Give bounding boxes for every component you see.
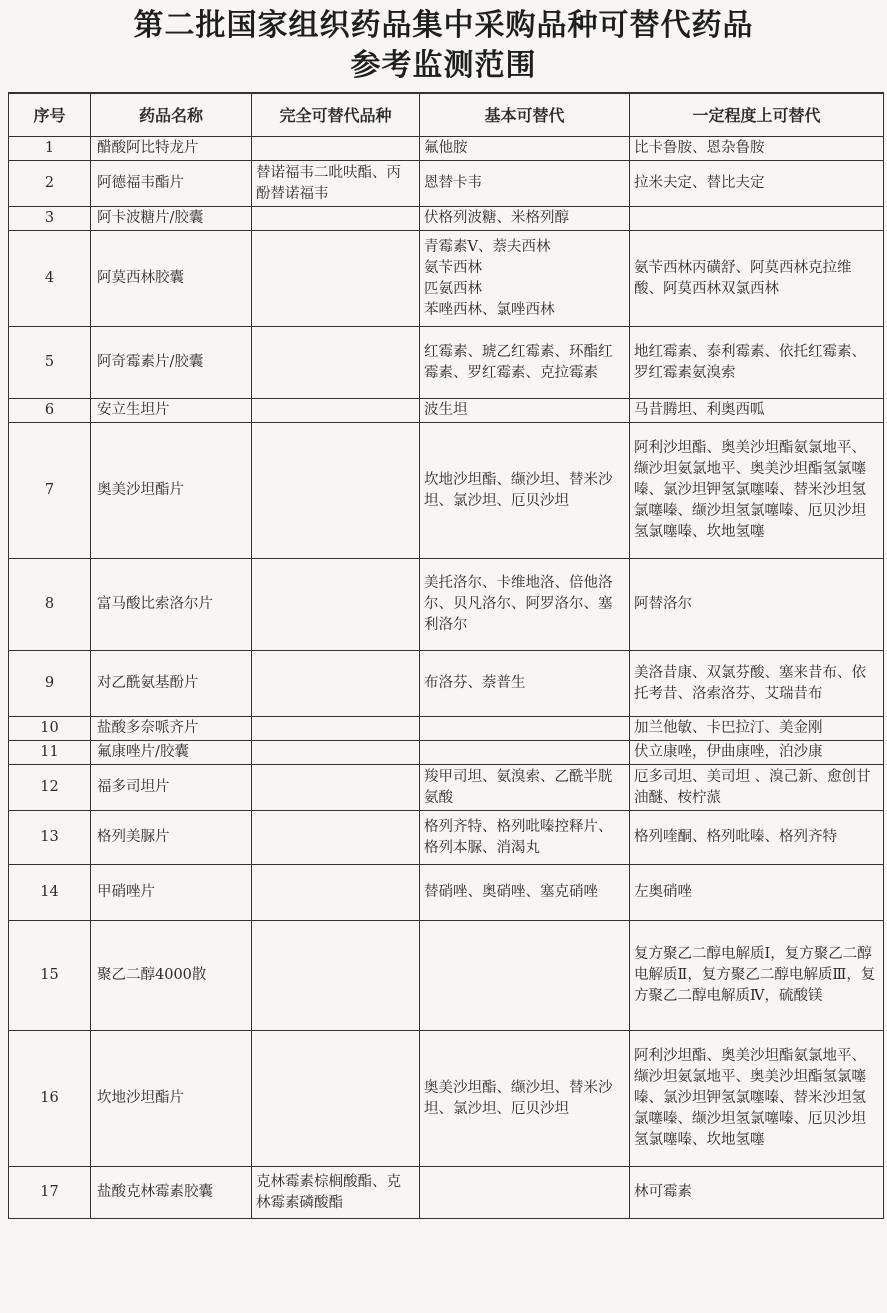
cell-partial-substitute: 氨苄西林丙磺舒、阿莫西林克拉维酸、阿莫西林双氯西林	[630, 231, 884, 327]
table-row	[9, 559, 884, 651]
cell-basic-substitute: 波生坦	[420, 399, 630, 423]
cell-full-substitute	[252, 1031, 420, 1167]
cell-index: 3	[9, 207, 91, 231]
cell-index: 2	[9, 161, 91, 207]
cell-full-substitute	[252, 651, 420, 717]
cell-index: 16	[9, 1031, 91, 1167]
cell-basic-substitute: 替硝唑、奥硝唑、塞克硝唑	[420, 865, 630, 921]
cell-drug-name: 聚乙二醇4000散	[91, 921, 252, 1031]
cell-drug-name: 阿德福韦酯片	[91, 161, 252, 207]
cell-basic-substitute	[420, 741, 630, 765]
cell-index: 15	[9, 921, 91, 1031]
cell-index: 4	[9, 231, 91, 327]
cell-full-substitute	[252, 207, 420, 231]
cell-index: 10	[9, 717, 91, 741]
cell-partial-substitute: 林可霉素	[630, 1167, 884, 1219]
cell-drug-name: 盐酸克林霉素胶囊	[91, 1167, 252, 1219]
cell-basic-substitute: 坎地沙坦酯、缬沙坦、替米沙坦、氯沙坦、厄贝沙坦	[420, 423, 630, 559]
cell-drug-name: 阿卡波糖片/胶囊	[91, 207, 252, 231]
table-row	[9, 765, 884, 811]
table-row	[9, 651, 884, 717]
cell-full-substitute: 替诺福韦二吡呋酯、丙酚替诺福韦	[252, 161, 420, 207]
cell-index: 14	[9, 865, 91, 921]
table-row	[9, 811, 884, 865]
cell-basic-substitute: 青霉素V、萘夫西林 氨苄西林 匹氨西林 苯唑西林、氯唑西林	[420, 231, 630, 327]
cell-basic-substitute: 美托洛尔、卡维地洛、倍他洛尔、贝凡洛尔、阿罗洛尔、塞利洛尔	[420, 559, 630, 651]
cell-index: 13	[9, 811, 91, 865]
cell-index: 5	[9, 327, 91, 399]
cell-drug-name: 对乙酰氨基酚片	[91, 651, 252, 717]
cell-partial-substitute: 拉米夫定、替比夫定	[630, 161, 884, 207]
table-row	[9, 865, 884, 921]
cell-drug-name: 奥美沙坦酯片	[91, 423, 252, 559]
cell-basic-substitute: 红霉素、琥乙红霉素、环酯红霉素、罗红霉素、克拉霉素	[420, 327, 630, 399]
cell-partial-substitute: 美洛昔康、双氯芬酸、塞来昔布、依托考昔、洛索洛芬、艾瑞昔布	[630, 651, 884, 717]
cell-partial-substitute: 厄多司坦、美司坦 、溴己新、愈创甘油醚、桉柠蒎	[630, 765, 884, 811]
cell-full-substitute	[252, 231, 420, 327]
cell-basic-substitute: 布洛芬、萘普生	[420, 651, 630, 717]
table-row	[9, 327, 884, 399]
table-row	[9, 921, 884, 1031]
cell-partial-substitute	[630, 207, 884, 231]
cell-full-substitute	[252, 811, 420, 865]
cell-full-substitute	[252, 559, 420, 651]
cell-basic-substitute: 奥美沙坦酯、缬沙坦、替米沙坦、氯沙坦、厄贝沙坦	[420, 1031, 630, 1167]
cell-drug-name: 坎地沙坦酯片	[91, 1031, 252, 1167]
title-line-2: 参考监测范围	[350, 48, 537, 83]
cell-drug-name: 福多司坦片	[91, 765, 252, 811]
cell-drug-name: 盐酸多奈哌齐片	[91, 717, 252, 741]
cell-partial-substitute: 阿替洛尔	[630, 559, 884, 651]
cell-full-substitute	[252, 741, 420, 765]
cell-drug-name: 醋酸阿比特龙片	[91, 137, 252, 161]
cell-basic-substitute	[420, 1167, 630, 1219]
table-row	[9, 717, 884, 741]
cell-basic-substitute: 羧甲司坦、氨溴索、乙酰半胱氨酸	[420, 765, 630, 811]
table-row	[9, 231, 884, 327]
cell-full-substitute	[252, 717, 420, 741]
cell-full-substitute	[252, 865, 420, 921]
header-full-substitute: 完全可替代品种	[252, 93, 420, 137]
cell-drug-name: 安立生坦片	[91, 399, 252, 423]
cell-partial-substitute: 阿利沙坦酯、奥美沙坦酯氨氯地平、缬沙坦氨氯地平、奥美沙坦酯氢氯噻嗪、氯沙坦钾氢氯噻嗪、替米沙坦氢氯噻嗪、缬沙坦氢氯噻嗪、厄贝沙坦氢氯噻嗪、坎地氢噻	[630, 423, 884, 559]
cell-full-substitute	[252, 137, 420, 161]
cell-partial-substitute: 阿利沙坦酯、奥美沙坦酯氨氯地平、缬沙坦氨氯地平、奥美沙坦酯氢氯噻嗪、氯沙坦钾氢氯噻嗪、替米沙坦氢氯噻嗪、缬沙坦氢氯噻嗪、厄贝沙坦氢氯噻嗪、坎地氢噻	[630, 1031, 884, 1167]
cell-full-substitute	[252, 327, 420, 399]
cell-full-substitute	[252, 921, 420, 1031]
cell-index: 7	[9, 423, 91, 559]
drug-substitution-table	[8, 92, 884, 1219]
cell-basic-substitute: 恩替卡韦	[420, 161, 630, 207]
cell-basic-substitute: 伏格列波糖、米格列醇	[420, 207, 630, 231]
cell-full-substitute: 克林霉素棕榈酸酯、克林霉素磷酸酯	[252, 1167, 420, 1219]
cell-drug-name: 阿奇霉素片/胶囊	[91, 327, 252, 399]
cell-partial-substitute: 地红霉素、泰利霉素、依托红霉素、罗红霉素氨溴索	[630, 327, 884, 399]
table-header-row	[9, 93, 884, 137]
table-body	[9, 137, 884, 1219]
cell-basic-substitute	[420, 717, 630, 741]
cell-drug-name: 氟康唑片/胶囊	[91, 741, 252, 765]
table-row	[9, 399, 884, 423]
title-line-1: 第二批国家组织药品集中采购品种可替代药品	[133, 8, 754, 43]
cell-partial-substitute: 左奥硝唑	[630, 865, 884, 921]
cell-partial-substitute: 复方聚乙二醇电解质Ⅰ，复方聚乙二醇电解质Ⅱ，复方聚乙二醇电解质Ⅲ，复方聚乙二醇电解质Ⅳ，硫酸镁	[630, 921, 884, 1031]
cell-index: 17	[9, 1167, 91, 1219]
header-drug-name: 药品名称	[91, 93, 252, 137]
cell-index: 9	[9, 651, 91, 717]
cell-basic-substitute: 氟他胺	[420, 137, 630, 161]
cell-partial-substitute: 格列喹酮、格列吡嗪、格列齐特	[630, 811, 884, 865]
cell-basic-substitute	[420, 921, 630, 1031]
table-row	[9, 1031, 884, 1167]
cell-index: 8	[9, 559, 91, 651]
table-row	[9, 161, 884, 207]
cell-partial-substitute: 比卡鲁胺、恩杂鲁胺	[630, 137, 884, 161]
cell-partial-substitute: 马昔腾坦、利奥西呱	[630, 399, 884, 423]
header-partial-substitute: 一定程度上可替代	[630, 93, 884, 137]
cell-drug-name: 阿莫西林胶囊	[91, 231, 252, 327]
cell-partial-substitute: 伏立康唑，伊曲康唑，泊沙康	[630, 741, 884, 765]
table-row	[9, 137, 884, 161]
cell-index: 11	[9, 741, 91, 765]
table-row	[9, 207, 884, 231]
cell-full-substitute	[252, 765, 420, 811]
cell-index: 1	[9, 137, 91, 161]
cell-index: 12	[9, 765, 91, 811]
cell-partial-substitute: 加兰他敏、卡巴拉汀、美金刚	[630, 717, 884, 741]
cell-drug-name: 富马酸比索洛尔片	[91, 559, 252, 651]
cell-basic-substitute: 格列齐特、格列吡嗪控释片、格列本脲、消渴丸	[420, 811, 630, 865]
cell-full-substitute	[252, 399, 420, 423]
cell-drug-name: 甲硝唑片	[91, 865, 252, 921]
table-row	[9, 423, 884, 559]
cell-index: 6	[9, 399, 91, 423]
table-row	[9, 1167, 884, 1219]
header-basic-substitute: 基本可替代	[420, 93, 630, 137]
cell-full-substitute	[252, 423, 420, 559]
cell-drug-name: 格列美脲片	[91, 811, 252, 865]
table-row	[9, 741, 884, 765]
header-index: 序号	[9, 93, 91, 137]
